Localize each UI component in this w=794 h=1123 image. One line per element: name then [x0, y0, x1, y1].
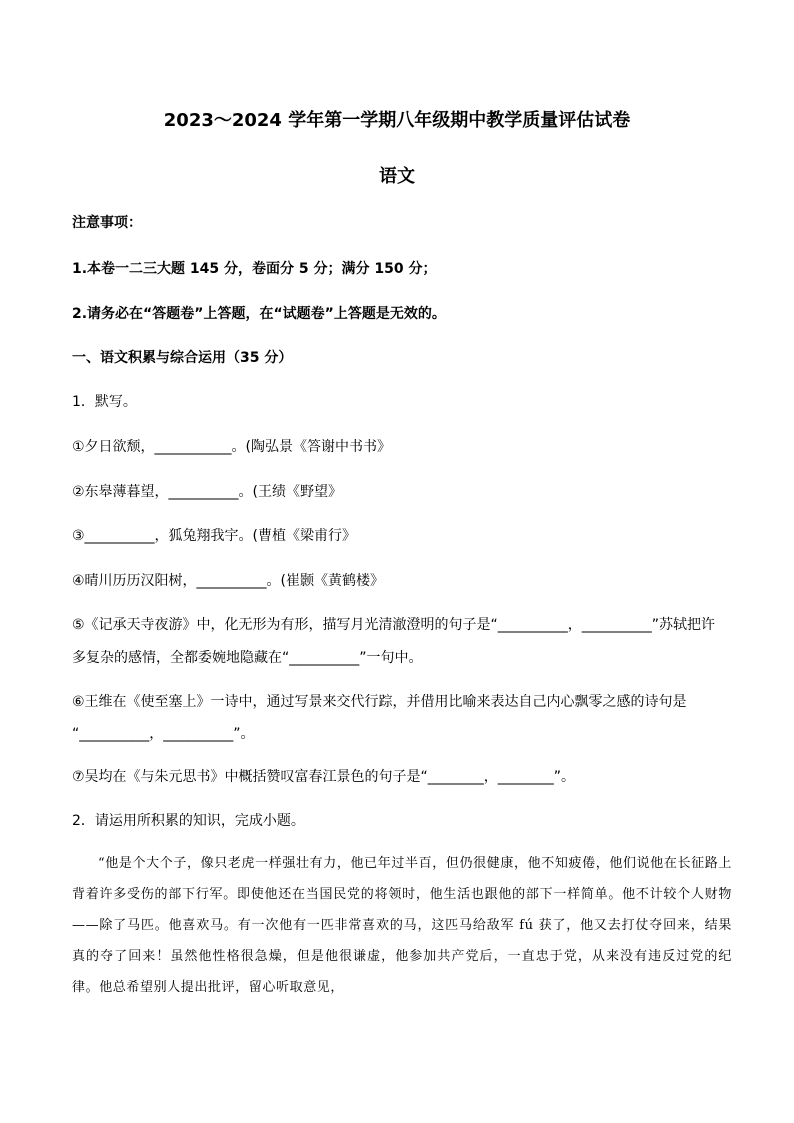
dictation-item: ①夕日欲颓，___________。(陶弘景《答谢中书书》 [72, 439, 392, 455]
notice-heading: 注意事项： [72, 215, 142, 231]
dictation-item: ⑦吴均在《与朱元思书》中概括赞叹富春江景色的句子是“________，________”。 [72, 769, 576, 785]
dictation-item: ⑤《记承天寺夜游》中，化无形为有形，描写月光清澈澄明的句子是“__________，__________”苏轼把许 [72, 617, 716, 633]
dictation-item-continued: “__________，__________”。 [72, 726, 255, 742]
subject-title: 语文 [379, 166, 415, 187]
passage-text: “他是个大个子，像只老虎一样强壮有力，他已年过半百，但仍很健康，他不知疲倦，他们说他在长征路上背着许多受伤的部下行军。即使他还在当国民党的将领时，他生活也跟他的部下一样简单。他不计较个人财物——除了马匹。他喜欢马。有一次他有一匹非常喜欢的马，这匹马给敌军 fú 获了，他又去打仗夺回来，结果真的夺了回来！虽然他性格很急燥，但是他很谦虚，他参加共产党后，一直忠于党，从来没有违反过党的纪律。他总希望别人提出批评，留心听取意见， [72, 856, 732, 995]
notice-item-1: 1.本卷一二三大题 145 分，卷面分 5 分；满分 150 分； [72, 261, 437, 277]
question-1-stem: 1．默写。 [72, 394, 137, 410]
section-heading: 一、语文积累与综合运用（35 分） [72, 350, 293, 366]
dictation-item-continued: 多复杂的感情，全都委婉地隐藏在“__________”一句中。 [72, 650, 423, 666]
question-2-stem: 2．请运用所积累的知识，完成小题。 [72, 813, 305, 829]
exam-title: 2023～2024 学年第一学期八年级期中教学质量评估试卷 [163, 110, 631, 131]
dictation-item: ⑥王维在《使至塞上》一诗中，通过写景来交代行踪，并借用比喻来表达自己内心飘零之感的诗句是 [72, 694, 687, 710]
notice-item-2: 2.请务必在“答题卷”上答题，在“试题卷”上答题是无效的。 [72, 306, 446, 322]
dictation-item: ②东皋薄暮望，__________。(王绩《野望》 [72, 484, 343, 500]
reading-passage [72, 848, 732, 1003]
dictation-item: ④晴川历历汉阳树，__________。(崔颢《黄鹤楼》 [72, 573, 385, 589]
dictation-item: ③__________，狐兔翔我宇。(曹植《梁甫行》 [72, 528, 357, 544]
